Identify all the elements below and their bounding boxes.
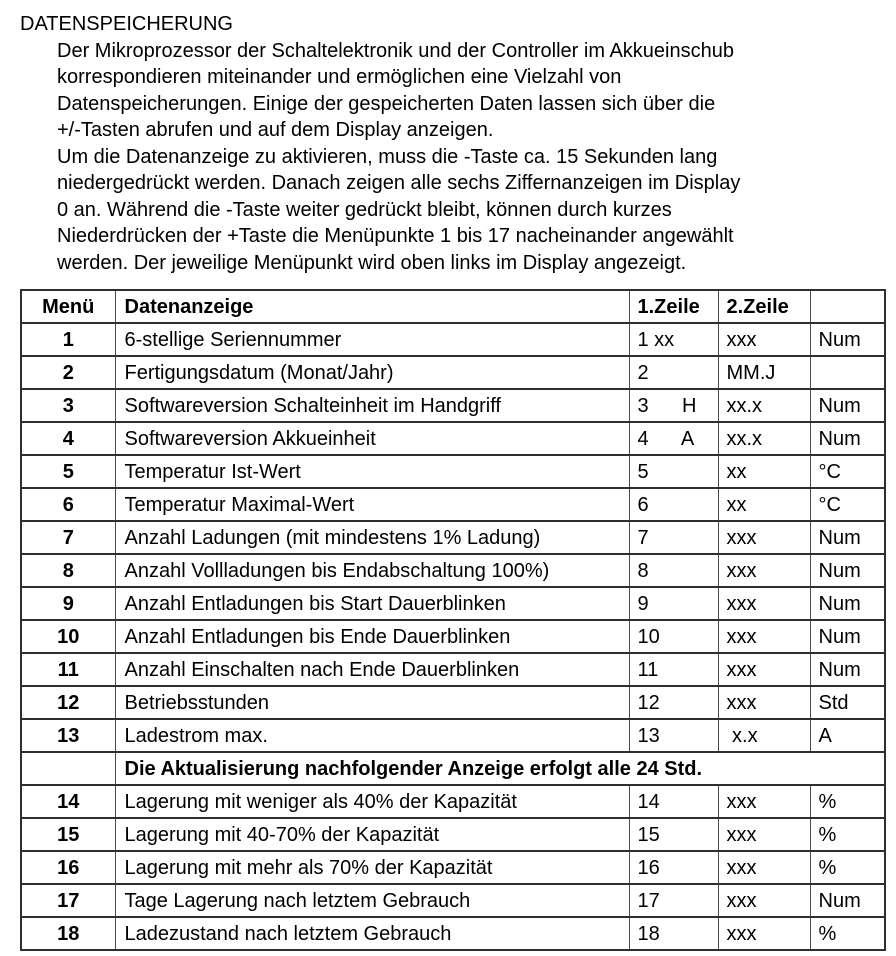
cell-unit: °C	[810, 488, 885, 521]
paragraph-line: werden. Der jeweilige Menüpunkt wird oben links im Display angezeigt.	[57, 251, 687, 274]
cell-line1: 16	[629, 851, 718, 884]
note-row	[21, 752, 885, 785]
cell-menu-number: 12	[21, 686, 115, 719]
cell-line2: xx	[718, 455, 810, 488]
header-zeile1: 1.Zeile	[629, 290, 718, 323]
cell-line2: xxx	[718, 620, 810, 653]
note-empty-menu-cell	[21, 752, 115, 785]
header-menu: Menü	[21, 290, 115, 323]
cell-unit: Num	[810, 521, 885, 554]
cell-unit: °C	[810, 455, 885, 488]
cell-description: Fertigungsdatum (Monat/Jahr)	[115, 356, 629, 389]
table-row	[21, 554, 885, 587]
table-row	[21, 686, 885, 719]
cell-line1: 13	[629, 719, 718, 752]
cell-menu-number: 9	[21, 587, 115, 620]
cell-menu-number: 7	[21, 521, 115, 554]
cell-description: Anzahl Ladungen (mit mindestens 1% Ladung)	[115, 521, 629, 554]
table-body-upper	[21, 323, 885, 752]
cell-menu-number: 18	[21, 917, 115, 950]
table-row	[21, 488, 885, 521]
paragraph-line: 0 an. Während die -Taste weiter gedrückt bleibt, können durch kurzes	[57, 198, 672, 221]
table-body-lower	[21, 785, 885, 950]
table-row	[21, 653, 885, 686]
section-title: DATENSPEICHERUNG	[20, 13, 233, 35]
cell-description: Lagerung mit 40-70% der Kapazität	[115, 818, 629, 851]
cell-unit: Num	[810, 620, 885, 653]
cell-unit: Num	[810, 323, 885, 356]
cell-menu-number: 1	[21, 323, 115, 356]
cell-line2: xxx	[718, 851, 810, 884]
table-row	[21, 323, 885, 356]
cell-menu-number: 16	[21, 851, 115, 884]
cell-line1: 1 xx	[629, 323, 718, 356]
table-row	[21, 818, 885, 851]
cell-unit: Num	[810, 554, 885, 587]
cell-line1: 6	[629, 488, 718, 521]
header-unit	[810, 290, 885, 323]
table-row	[21, 356, 885, 389]
cell-line2: xxx	[718, 686, 810, 719]
cell-menu-number: 2	[21, 356, 115, 389]
cell-line1: 8	[629, 554, 718, 587]
cell-menu-number: 13	[21, 719, 115, 752]
intro-paragraph	[57, 38, 886, 277]
cell-description: Anzahl Einschalten nach Ende Dauerblinken	[115, 653, 629, 686]
table-row	[21, 917, 885, 950]
cell-unit: %	[810, 785, 885, 818]
cell-unit: A	[810, 719, 885, 752]
table-row	[21, 455, 885, 488]
cell-unit: Std	[810, 686, 885, 719]
paragraph-line: niedergedrückt werden. Danach zeigen alle sechs Ziffernanzeigen im Display	[57, 172, 741, 194]
cell-line2: x.x	[718, 719, 810, 752]
cell-line2: xxx	[718, 785, 810, 818]
table-row	[21, 389, 885, 422]
paragraph-line: Niederdrücken der +Taste die Menüpunkte 1 bis 17 nacheinander angewählt	[57, 225, 734, 247]
table-row	[21, 719, 885, 752]
cell-unit: Num	[810, 884, 885, 917]
cell-line2: xxx	[718, 587, 810, 620]
cell-unit: %	[810, 851, 885, 884]
cell-menu-number: 6	[21, 488, 115, 521]
header-datenanzeige: Datenanzeige	[115, 290, 629, 323]
table-header-row	[21, 290, 885, 323]
cell-line1: 5	[629, 455, 718, 488]
cell-unit: Num	[810, 587, 885, 620]
cell-unit: Num	[810, 653, 885, 686]
table-row	[21, 422, 885, 455]
cell-line1: 4 A	[629, 422, 718, 455]
paragraph-line: +/-Tasten abrufen und auf dem Display anzeigen.	[57, 119, 494, 141]
cell-description: Anzahl Vollladungen bis Endabschaltung 100%)	[115, 554, 629, 587]
cell-menu-number: 17	[21, 884, 115, 917]
cell-menu-number: 3	[21, 389, 115, 422]
cell-line2: xxx	[718, 884, 810, 917]
cell-menu-number: 11	[21, 653, 115, 686]
table-row	[21, 851, 885, 884]
cell-description: Lagerung mit mehr als 70% der Kapazität	[115, 851, 629, 884]
cell-description: Anzahl Entladungen bis Ende Dauerblinken	[115, 620, 629, 653]
cell-description: Lagerung mit weniger als 40% der Kapazität	[115, 785, 629, 818]
cell-line2: xx.x	[718, 389, 810, 422]
cell-menu-number: 14	[21, 785, 115, 818]
cell-line1: 9	[629, 587, 718, 620]
cell-menu-number: 10	[21, 620, 115, 653]
cell-description: 6-stellige Seriennummer	[115, 323, 629, 356]
cell-line1: 7	[629, 521, 718, 554]
cell-line1: 15	[629, 818, 718, 851]
cell-description: Softwareversion Akkueinheit	[115, 422, 629, 455]
cell-menu-number: 5	[21, 455, 115, 488]
table-row	[21, 587, 885, 620]
paragraph-line: Um die Datenanzeige zu aktivieren, muss die -Taste ca. 15 Sekunden lang	[57, 145, 718, 168]
cell-line1: 10	[629, 620, 718, 653]
cell-line2: xx.x	[718, 422, 810, 455]
cell-description: Temperatur Ist-Wert	[115, 455, 629, 488]
cell-line2: xxx	[718, 521, 810, 554]
paragraph-line: Der Mikroprozessor der Schaltelektronik und der Controller im Akkueinschub	[57, 39, 734, 62]
cell-description: Anzahl Entladungen bis Start Dauerblinken	[115, 587, 629, 620]
cell-line1: 2	[629, 356, 718, 389]
cell-unit: Num	[810, 389, 885, 422]
cell-description: Ladezustand nach letztem Gebrauch	[115, 917, 629, 950]
cell-menu-number: 8	[21, 554, 115, 587]
cell-menu-number: 15	[21, 818, 115, 851]
cell-line1: 18	[629, 917, 718, 950]
cell-line2: xxx	[718, 818, 810, 851]
cell-line2: xx	[718, 488, 810, 521]
paragraph-line: korrespondieren miteinander und ermöglichen eine Vielzahl von	[57, 66, 622, 88]
cell-unit: Num	[810, 422, 885, 455]
cell-line2: xxx	[718, 554, 810, 587]
cell-line1: 17	[629, 884, 718, 917]
cell-line1: 14	[629, 785, 718, 818]
table-row	[21, 521, 885, 554]
cell-description: Tage Lagerung nach letztem Gebrauch	[115, 884, 629, 917]
cell-line2: MM.J	[718, 356, 810, 389]
table-row	[21, 785, 885, 818]
menu-data-table	[20, 289, 886, 951]
cell-line2: xxx	[718, 917, 810, 950]
cell-line1: 11	[629, 653, 718, 686]
paragraph-line: Datenspeicherungen. Einige der gespeicherten Daten lassen sich über die	[57, 92, 716, 115]
cell-unit: %	[810, 818, 885, 851]
cell-line2: xxx	[718, 653, 810, 686]
cell-description: Ladestrom max.	[115, 719, 629, 752]
cell-line1: 3 H	[629, 389, 718, 422]
cell-line1: 12	[629, 686, 718, 719]
table-body-note	[21, 752, 885, 785]
cell-menu-number: 4	[21, 422, 115, 455]
cell-description: Temperatur Maximal-Wert	[115, 488, 629, 521]
header-zeile2: 2.Zeile	[718, 290, 810, 323]
table-row	[21, 620, 885, 653]
cell-description: Softwareversion Schalteinheit im Handgriff	[115, 389, 629, 422]
cell-unit	[810, 356, 885, 389]
note-text: Die Aktualisierung nachfolgender Anzeige erfolgt alle 24 Std.	[115, 752, 885, 785]
cell-description: Betriebsstunden	[115, 686, 629, 719]
cell-line2: xxx	[718, 323, 810, 356]
table-row	[21, 884, 885, 917]
cell-unit: %	[810, 917, 885, 950]
